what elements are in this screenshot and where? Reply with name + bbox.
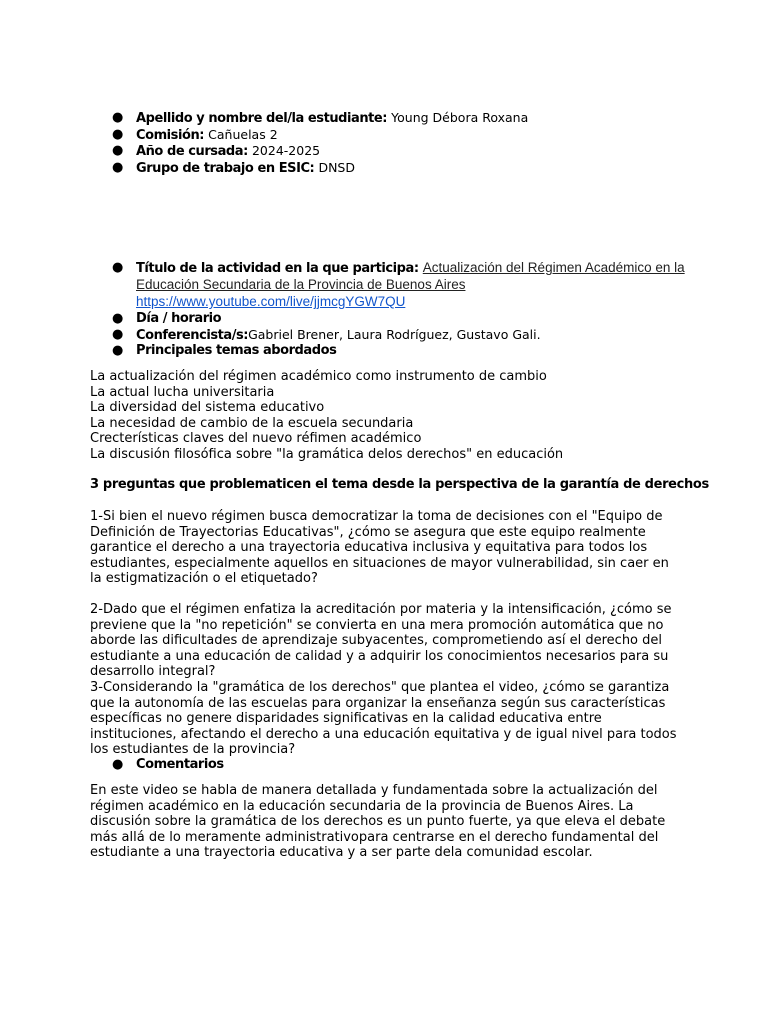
question-3: 3-Considerando la "gramática de los derechos" que plantea el video, ¿cómo se garantiza que la autonomía de las escuelas para organizar la enseñanza según sus características específicas no genere disparidades significativas en la calidad educativa entre instituciones, afectando el derecho a una educación equitativa y de igual nivel para todos los estudiantes de la provincia? xyxy=(90,680,677,757)
bullet-icon: ● xyxy=(112,110,124,125)
bullet-icon: ● xyxy=(112,343,124,359)
video-url-link[interactable]: https://www.youtube.com/live/jjmcgYGW7QU xyxy=(136,294,406,309)
speakers-label: Conferencista/s: xyxy=(136,327,249,343)
bullet-icon: ● xyxy=(112,143,124,159)
topics-label-item xyxy=(0,343,676,359)
activity-list xyxy=(0,260,685,359)
commission-label: Comisión: xyxy=(136,127,205,143)
bullet-icon: ● xyxy=(112,326,124,342)
topic-item: La actual lucha universitaria xyxy=(90,384,275,400)
commission-value: Cañuelas 2 xyxy=(208,126,278,142)
activity-title-link-line2[interactable]: Educación Secundaria de la Provincia de Buenos Aires xyxy=(136,277,466,292)
bullet-icon: ● xyxy=(112,757,124,772)
commission-item xyxy=(0,127,528,144)
work-group-label: Grupo de trabajo en ESIC: xyxy=(136,160,315,176)
work-group-value: DNSD xyxy=(318,159,355,175)
question-1: 1-Si bien el nuevo régimen busca democratizar la toma de decisiones con el "Equipo de Definición de Trayectorias Educativas", ¿cómo se asegura que este equipo realmente garantice el derecho a una trayectoria educativa inclusiva y equitativa para todos los estudiantes, especialmente aquellos en situaciones de mayor vulnerabilidad, sin caer en la estigmatización o el etiquetado? xyxy=(90,509,669,586)
year-label: Año de cursada: xyxy=(136,144,248,160)
topic-item: La necesidad de cambio de la escuela secundaria xyxy=(90,415,414,431)
speakers-item xyxy=(0,327,676,344)
activity-title-label: Título de la actividad en la que participa: xyxy=(136,261,419,276)
comments-text: En este video se habla de manera detallada y fundamentada sobre la actualización del régimen académico en la educación secundaria de la provincia de Buenos Aires. La discusión sobre la gramática de los derechos es un punto fuerte, ya que eleva el debate más allá de lo meramente administrativopara centrarse en el derecho fundamental del estudiante a una trayectoria educativa y a ser parte dela comunidad escolar. xyxy=(90,783,666,860)
comments-item xyxy=(0,757,224,773)
activity-title-link[interactable]: Actualización del Régimen Académico en la xyxy=(422,260,685,275)
day-schedule-label: Día / horario xyxy=(136,311,222,326)
student-name-label: Apellido y nombre del/la estudiante: xyxy=(136,111,388,126)
topics-label: Principales temas abordados xyxy=(136,343,337,359)
bullet-icon: ● xyxy=(112,260,124,275)
topic-item: La diversidad del sistema educativo xyxy=(90,400,325,415)
bullet-icon: ● xyxy=(112,311,124,326)
topic-item: La discusión filosófica sobre "la gramática delos derechos" en educación xyxy=(90,446,564,462)
year-value: 2024-2025 xyxy=(251,143,321,159)
day-schedule-item xyxy=(0,311,676,327)
comments-label: Comentarios xyxy=(136,757,224,772)
topics-list xyxy=(90,369,680,462)
topic-item: Crecterísticas claves del nuevo réfimen académico xyxy=(90,431,422,446)
work-group-item xyxy=(0,160,528,177)
comments-list xyxy=(0,757,224,773)
student-name-value: Young Débora Roxana xyxy=(391,110,529,125)
speakers-value: Gabriel Brener, Laura Rodríguez, Gustavo Gali. xyxy=(248,326,541,342)
topic-item: La actualización del régimen académico como instrumento de cambio xyxy=(90,369,547,384)
year-item xyxy=(0,143,528,160)
student-name-item xyxy=(0,110,528,127)
bullet-icon: ● xyxy=(112,126,124,142)
question-2: 2-Dado que el régimen enfatiza la acreditación por materia y la intensificación, ¿cómo se previene que la "no repetición" se convierta en una mera promoción automática que no aborde las dificultades de aprendizaje subyacentes, comprometiendo así el derecho del estudiante a una educación de calidad y a adquirir los conocimientos necesarios para su desarrollo integral? xyxy=(90,602,672,679)
activity-title-item xyxy=(0,260,685,311)
student-info-list xyxy=(0,110,528,176)
bullet-icon: ● xyxy=(112,159,124,175)
questions-heading: 3 preguntas que problematicen el tema desde la perspectiva de la garantía de derechos xyxy=(90,477,709,492)
